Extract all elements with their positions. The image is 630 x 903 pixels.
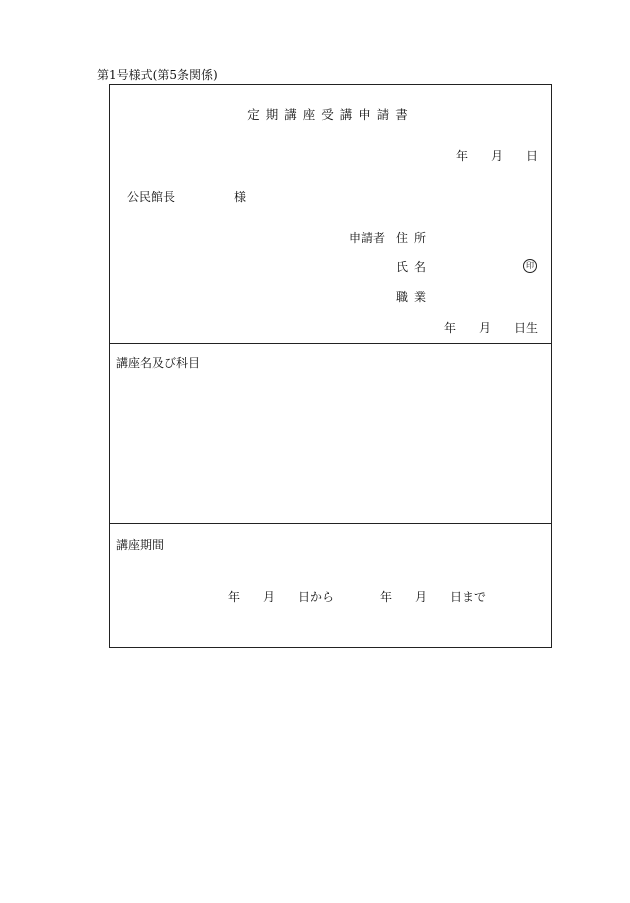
name-label: 氏名 — [396, 260, 433, 274]
document-title: 定期講座受講申請書 — [247, 107, 414, 122]
address-label: 住所 — [396, 231, 433, 245]
course-section — [110, 344, 551, 524]
period-section — [110, 524, 551, 648]
occupation-label: 職業 — [396, 290, 433, 304]
period-label: 講座期間 — [116, 538, 165, 552]
course-label: 講座名及び科目 — [116, 356, 201, 370]
period-to-month: 月 — [415, 590, 428, 604]
form-number: 第1号様式(第5条関係) — [97, 68, 218, 82]
application-form — [109, 84, 552, 648]
period-from-month: 月 — [263, 590, 276, 604]
addressee-name: 公民館長 — [127, 190, 176, 204]
birth-year-label: 年 — [444, 321, 457, 335]
period-from-day: 日から — [298, 590, 335, 604]
birth-month-label: 月 — [479, 321, 492, 335]
date-month-label: 月 — [491, 149, 504, 163]
application-section — [110, 85, 551, 344]
period-from-year: 年 — [228, 590, 241, 604]
period-to-day: 日まで — [450, 590, 487, 604]
period-to-year: 年 — [380, 590, 393, 604]
applicant-role-label: 申請者 — [349, 231, 386, 245]
birth-day-label: 日生 — [514, 321, 539, 335]
addressee-honorific: 様 — [234, 190, 247, 204]
date-year-label: 年 — [456, 149, 469, 163]
seal-mark: 印 — [523, 259, 537, 273]
date-day-label: 日 — [526, 149, 539, 163]
